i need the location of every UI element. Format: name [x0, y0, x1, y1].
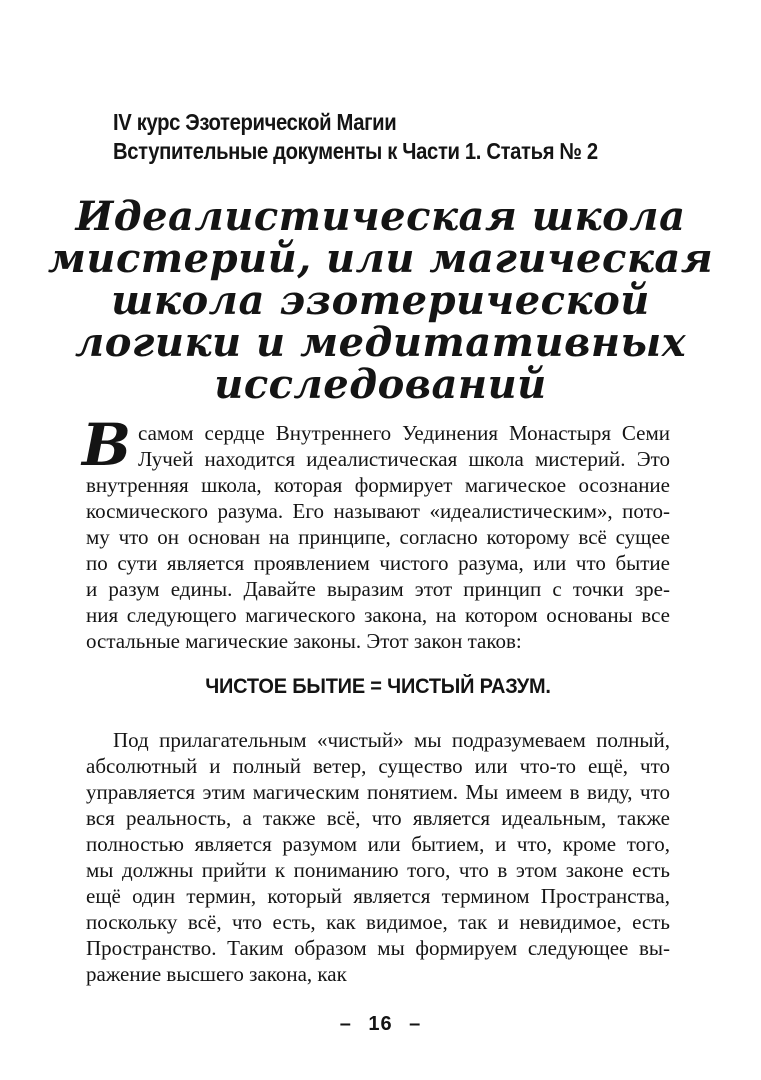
chapter-title-line: исследований — [214, 361, 547, 408]
body-paragraph-2 — [86, 727, 670, 987]
text-line: му что он основан на принципе, согласно которому всё сущее — [86, 525, 670, 549]
text-line: Лучей находится идеалистическая школа мистерий. Это — [138, 447, 670, 471]
text-line: Под прилагательным «чистый» мы подразумеваем полный, — [113, 728, 670, 752]
text-line: по сути является проявлением чистого разума, или что бытие — [86, 551, 670, 575]
dropcap-letter: В — [82, 411, 132, 479]
running-head-course: IV курс Эзотерической Магии — [113, 109, 397, 135]
text-line: поскольку всё, что есть, как видимое, так и невидимое, есть — [86, 910, 670, 934]
page-number: – 16 – — [339, 1013, 422, 1035]
text-line: внутренняя школа, которая формирует магическое осознание — [86, 473, 670, 497]
chapter-title-line: Идеалистическая школа — [75, 193, 686, 240]
chapter-title-line: мистерий, или магическая — [47, 235, 714, 282]
running-head-section: Вступительные документы к Части 1. Статья № 2 — [113, 138, 598, 164]
text-line: и разум едины. Давайте выразим этот принцип с точки зре- — [86, 577, 670, 601]
text-line: мы должны прийти к пониманию того, что в этом законе есть — [86, 858, 670, 882]
text-line: управляется этим магическим понятием. Мы имеем в виду, что — [86, 780, 670, 804]
chapter-title-line: логики и медитативных — [74, 319, 687, 366]
text-line: космического разума. Его называют «идеалистическим», пото- — [86, 499, 670, 523]
text-line: ещё один термин, который является термином Пространства, — [86, 884, 670, 908]
chapter-title-line: школа эзотерической — [111, 277, 650, 324]
text-line: абсолютный и полный ветер, существо или что-то ещё, что — [86, 754, 670, 778]
text-line: полностью является разумом или бытием, и что, кроме того, — [86, 832, 670, 856]
running-head — [113, 108, 598, 166]
chapter-title — [0, 193, 761, 408]
magic-law-formula: ЧИСТОЕ БЫТИЕ = ЧИСТЫЙ РАЗУМ. — [205, 675, 551, 698]
text-line: остальные магические законы. Этот закон таков: — [86, 629, 522, 653]
body-paragraph-1 — [82, 411, 670, 654]
text-line: вся реальность, а также всё, что является идеальным, также — [86, 806, 670, 830]
text-line: ния следующего магического закона, на котором основаны все — [86, 603, 670, 627]
text-line: Пространство. Таким образом мы формируем следующее вы- — [86, 936, 670, 960]
text-line: самом сердце Внутреннего Уединения Монастыря Семи — [138, 421, 670, 445]
text-line: ражение высшего закона, как — [86, 962, 347, 986]
